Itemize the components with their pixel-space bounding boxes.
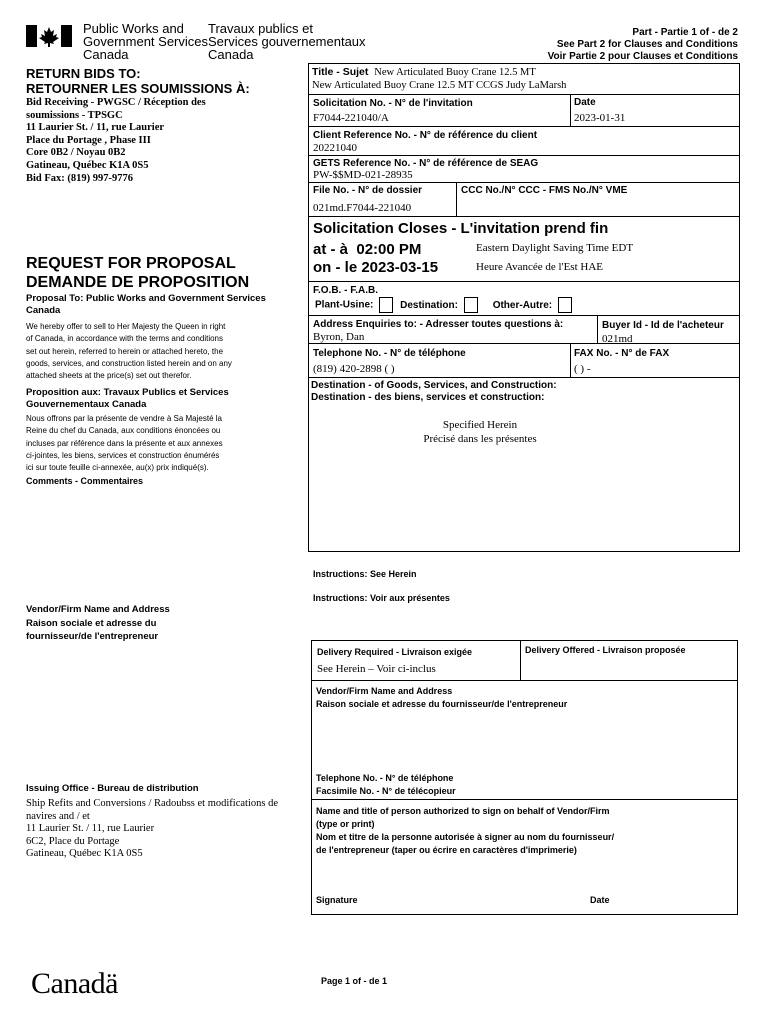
buyer-id-value: 021md bbox=[602, 333, 633, 345]
department-name-fr: Travaux publics et Services gouvernementaux Canada bbox=[208, 21, 366, 62]
fax-value: ( ) - bbox=[574, 363, 591, 375]
part-info: Part - Partie 1 of - de 2 See Part 2 for Clauses and Conditions Voir Partie 2 pour Clauses et Conditions bbox=[547, 27, 738, 62]
title-field bbox=[312, 66, 566, 92]
title-value-full: New Articulated Buoy Crane 12.5 MT CCGS Judy LaMarsh bbox=[312, 79, 567, 91]
return-bids-heading: RETURN BIDS TO: RETOURNER LES SOUMISSIONS À: bbox=[26, 66, 250, 96]
other-checkbox[interactable] bbox=[558, 297, 572, 313]
fob-label: F.O.B. - F.A.B. bbox=[313, 285, 378, 296]
rfp-heading: REQUEST FOR PROPOSAL DEMANDE DE PROPOSITION bbox=[26, 255, 250, 291]
fob-options bbox=[315, 297, 572, 313]
client-ref-value: 20221040 bbox=[313, 142, 357, 154]
authorized-person-label: Name and title of person authorized to sign on behalf of Vendor/Firm (type or print) Nom et titre de la personne autorisée à signer au nom du fournisseur/ de l'entrepreneur (taper ou écrire en caractères d'imprimerie) bbox=[316, 806, 615, 855]
solicitation-closes: Solicitation Closes - L'invitation prend fin bbox=[313, 220, 609, 237]
fax-label: FAX No. - N° de FAX bbox=[574, 348, 670, 359]
telephone-value: (819) 420-2898 ( ) bbox=[313, 363, 395, 375]
closing-time bbox=[313, 241, 421, 258]
solicitation-label: Solicitation No. - N° de l'invitation bbox=[313, 98, 473, 109]
buyer-id-label: Buyer Id - Id de l'acheteur bbox=[602, 320, 724, 331]
at-value: 02:00 PM bbox=[356, 241, 422, 258]
destination-label: Destination: bbox=[400, 299, 458, 311]
canada-flag-icon bbox=[26, 25, 72, 47]
vendor-name-heading: Vendor/Firm Name and Address Raison sociale et adresse du fournisseur/de l'entrepreneur bbox=[316, 686, 568, 709]
at-label: at - à bbox=[313, 241, 349, 258]
ccc-label: CCC No./N° CCC - FMS No./N° VME bbox=[461, 185, 628, 196]
file-value: 021md.F7044-221040 bbox=[313, 202, 412, 214]
signature-label: Signature bbox=[316, 895, 358, 905]
destination-value: Specified Herein Précisé dans les présentes bbox=[423, 419, 537, 445]
destination-checkbox[interactable] bbox=[464, 297, 478, 313]
timezone-fr: Heure Avancée de l'Est HAE bbox=[476, 261, 604, 273]
client-ref-label: Client Reference No. - N° de référence du client bbox=[313, 130, 538, 141]
title-value: New Articulated Buoy Crane 12.5 MT bbox=[374, 67, 536, 78]
gets-label: GETS Reference No. - N° de référence de SEAG bbox=[313, 158, 539, 169]
telephone-label: Telephone No. - N° de téléphone bbox=[313, 348, 466, 359]
file-label: File No. - N° de dossier bbox=[313, 185, 423, 196]
proposal-text-en: We hereby offer to sell to Her Majesty the Queen in right of Canada, in accordance with the terms and conditions set out herein, referred to herein or attached hereto, the goods, services, and construction listed herein and on any attached sheets at the price(s) set out therefor. bbox=[26, 322, 232, 381]
proposal-text-fr: Nous offrons par la présente de vendre à Sa Majesté la Reine du chef du Canada, aux conditions énoncées ou incluses par référence dans la présente et aux annexes ci-jointes, les biens, services et construction énumérés ici sur toute feuille ci-annexée, au(x) prix indiqué(s). bbox=[26, 414, 223, 473]
timezone-en: Eastern Daylight Saving Time EDT bbox=[476, 242, 634, 254]
vendor-contact-labels: Telephone No. - N° de téléphone Facsimile No. - N° de télécopieur bbox=[316, 773, 456, 796]
date-label: Date bbox=[574, 97, 596, 108]
vendor-label-left: Vendor/Firm Name and Address Raison sociale et adresse du fournisseur/de l'entrepreneur bbox=[26, 604, 170, 642]
destination-heading: Destination - of Goods, Services, and Construction: Destination - des biens, services et construction: bbox=[311, 380, 557, 403]
plant-checkbox[interactable] bbox=[379, 297, 393, 313]
other-label: Other-Autre: bbox=[492, 299, 553, 311]
title-label: Title - Sujet bbox=[312, 66, 369, 78]
delivery-required-label: Delivery Required - Livraison exigée bbox=[317, 647, 473, 657]
instructions-en: Instructions: See Herein bbox=[313, 569, 417, 579]
date-value: 2023-01-31 bbox=[574, 112, 626, 124]
department-name-en: Public Works and Government Services Canada bbox=[83, 21, 208, 62]
closing-date bbox=[313, 259, 438, 276]
proposal-to-fr: Proposition aux: Travaux Publics et Services Gouvernementaux Canada bbox=[26, 387, 229, 410]
proposal-to-en: Proposal To: Public Works and Government Services Canada bbox=[26, 293, 266, 316]
address-enquiries-label: Address Enquiries to: - Adresser toutes questions à: bbox=[313, 319, 564, 330]
issuing-office-label: Issuing Office - Bureau de distribution bbox=[26, 783, 199, 794]
solicitation-value: F7044-221040/A bbox=[313, 112, 389, 124]
instructions-fr: Instructions: Voir aux présentes bbox=[313, 593, 450, 603]
delivery-offered-label: Delivery Offered - Livraison proposée bbox=[525, 645, 686, 655]
gets-value: PW-$$MD-021-28935 bbox=[313, 169, 413, 181]
on-value: 2023-03-15 bbox=[361, 259, 439, 276]
delivery-required-value: See Herein – Voir ci-inclus bbox=[317, 663, 436, 675]
on-label: on - le bbox=[313, 259, 358, 276]
comments-label: Comments - Commentaires bbox=[26, 476, 144, 486]
signature-date-label: Date bbox=[590, 895, 610, 905]
address-enquiries-value: Byron, Dan bbox=[313, 331, 365, 343]
page-number: Page 1 of - de 1 bbox=[321, 976, 388, 986]
issuing-address: Ship Refits and Conversions / Radoubss et modifications de navires and / et 11 Laurier St. / 11, rue Laurier 6C2, Place du Portage Gatineau, Québec K1A 0S5 bbox=[26, 798, 278, 860]
plant-label: Plant-Usine: bbox=[315, 299, 374, 311]
canada-wordmark: Canadä bbox=[31, 967, 118, 1000]
return-address: Bid Receiving - PWGSC / Réception des soumissions - TPSGC 11 Laurier St. / 11, rue Laurier Place du Portage , Phase III Core 0B2 / Noyau 0B2 Gatineau, Québec K1A 0S5 Bid Fax: (819) 997-9776 bbox=[26, 97, 206, 184]
